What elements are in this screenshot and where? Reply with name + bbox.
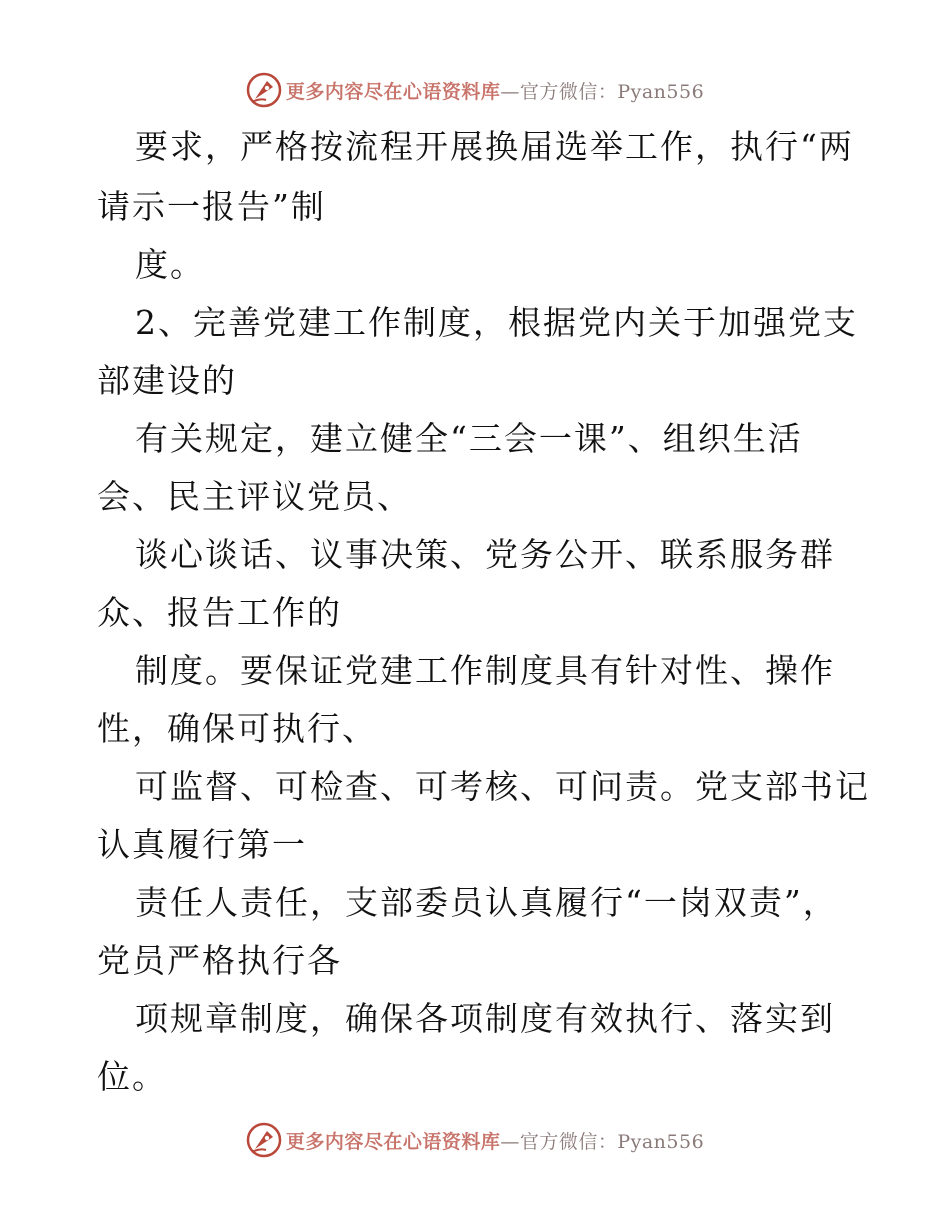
text-line: 可监督、可检查、可考核、可问责。党支部书记 (135, 767, 870, 806)
header-banner (0, 70, 950, 110)
footer-banner-text (286, 1127, 704, 1154)
text-line: 众、报告工作的 (97, 593, 342, 632)
pen-nib-logo-icon (246, 72, 282, 108)
text-line: 部建设的 (97, 361, 237, 400)
header-brand-text: 更多内容尽在心语资料库 (285, 80, 501, 103)
footer-contact-text: 官方微信：Pyan556 (519, 1130, 705, 1153)
text-line: 请示一报告”制 (97, 187, 326, 226)
text-line: 制度。要保证党建工作制度具有针对性、操作 (135, 651, 835, 690)
footer-banner (0, 1120, 950, 1160)
text-line: 要求，严格按流程开展换届选举工作，执行“两 (135, 127, 854, 166)
text-line: 位。 (97, 1057, 167, 1096)
text-line: 性，确保可执行、 (97, 709, 377, 748)
pen-nib-logo-icon (246, 1122, 282, 1158)
text-line: 责任人责任，支部委员认真履行“一岗双责”， (135, 883, 838, 922)
text-line: 认真履行第一 (97, 825, 307, 864)
text-line: 度。 (135, 245, 205, 284)
text-line: 会、民主评议党员、 (97, 477, 412, 516)
text-line: 有关规定，建立健全“三会一课”、组织生活 (135, 419, 803, 458)
text-line: 谈心谈话、议事决策、党务公开、联系服务群 (135, 535, 835, 574)
footer-separator: — (500, 1130, 520, 1153)
header-contact-text: 官方微信：Pyan556 (519, 80, 705, 103)
footer-brand-text: 更多内容尽在心语资料库 (285, 1130, 501, 1153)
text-line: 2、完善党建工作制度，根据党内关于加强党支 (135, 303, 858, 342)
header-banner-text (286, 77, 704, 104)
text-line: 党员严格执行各 (97, 941, 342, 980)
header-separator: — (500, 80, 520, 103)
text-line: 项规章制度，确保各项制度有效执行、落实到 (135, 999, 835, 1038)
